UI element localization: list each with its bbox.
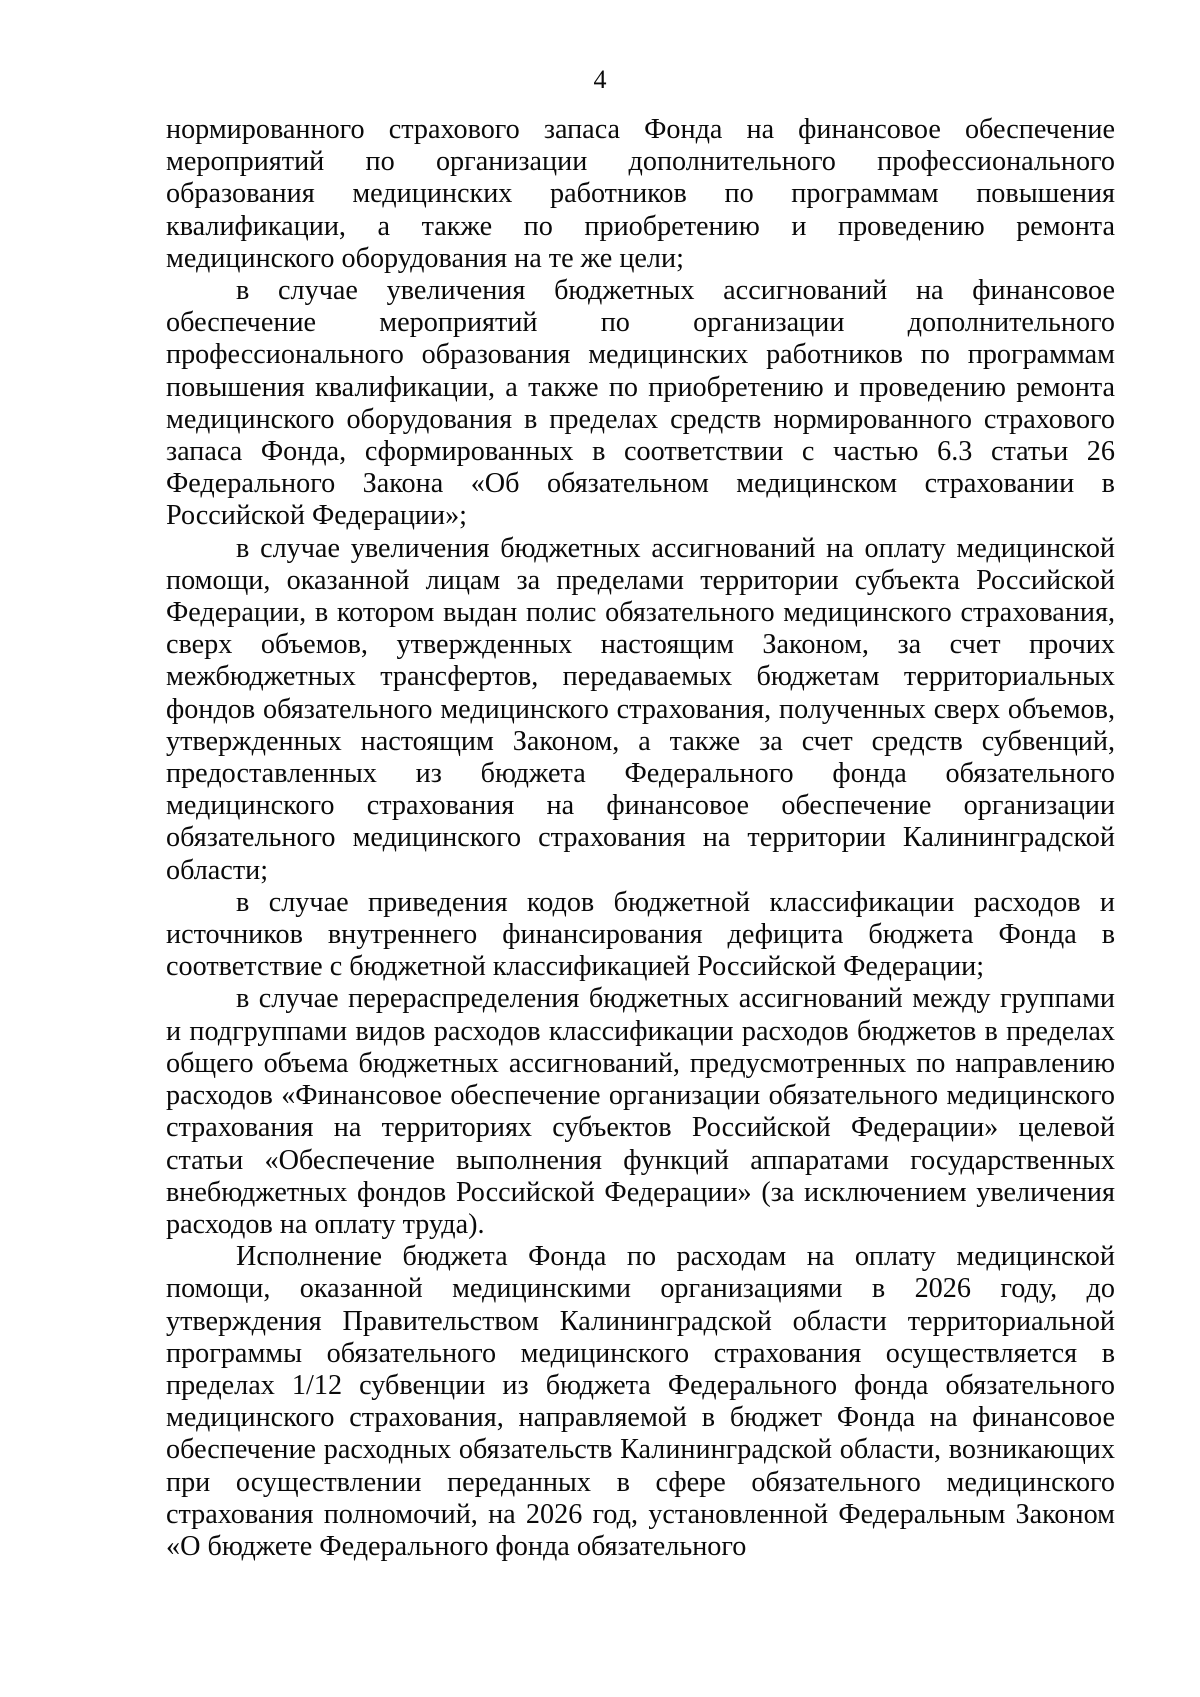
paragraph-continuation: нормированного страхового запаса Фонда на финансовое обеспечение мероприятий по организации дополнительного профессионального образования медицинских работников по программам повышения квалификации, а также по приобретению и проведению ремонта медицинского оборудования на те же цели; [166, 114, 1115, 274]
paragraph-reallocation: в случае перераспределения бюджетных ассигнований между группами и подгруппами видов расходов классификации расходов бюджетов в пределах общего объема бюджетных ассигнований, предусмотренных по направлению расходов «Финансовое обеспечение организации обязательного медицинского страхования на территориях субъектов Российской Федерации» целевой статьи «Обеспечение выполнения функций аппаратами государственных внебюджетных фондов Российской Федерации» (за исключением увеличения расходов на оплату труда). [166, 983, 1115, 1240]
paragraph-budget-codes: в случае приведения кодов бюджетной классификации расходов и источников внутреннего финансирования дефицита бюджета Фонда в соответствие с бюджетной классификацией Российской Федерации; [166, 886, 1115, 983]
paragraph-medical-care-increase: в случае увеличения бюджетных ассигнований на оплату медицинской помощи, оказанной лицам за пределами территории субъекта Российской Федерации, в котором выдан полис обязательного медицинского страхования, сверх объемов, утвержденных настоящим Законом, за счет прочих межбюджетных трансфертов, передаваемых бюджетам территориальных фондов обязательного медицинского страхования, полученных сверх объемов, утвержденных настоящим Законом, а также за счет средств субвенций, предоставленных из бюджета Федерального фонда обязательного медицинского страхования на финансовое обеспечение организации обязательного медицинского страхования на территории Калининградской области; [166, 532, 1115, 886]
paragraph-reserve-increase: в случае увеличения бюджетных ассигнований на финансовое обеспечение мероприятий по организации дополнительного профессионального образования медицинских работников по программам повышения квалификации, а также по приобретению и проведению ремонта медицинского оборудования в пределах средств нормированного страхового запаса Фонда, сформированных в соответствии с частью 6.3 статьи 26 Федерального Закона «Об обязательном медицинском страховании в Российской Федерации»; [166, 275, 1115, 532]
document-body [166, 114, 1115, 1563]
page-number: 4 [593, 65, 607, 94]
paragraph-budget-execution: Исполнение бюджета Фонда по расходам на оплату медицинской помощи, оказанной медицинскими организациями в 2026 году, до утверждения Правительством Калининградской области территориальной программы обязательного медицинского страхования осуществляется в пределах 1/12 субвенции из бюджета Федерального фонда обязательного медицинского страхования, направляемой в бюджет Фонда на финансовое обеспечение расходных обязательств Калининградской области, возникающих при осуществлении переданных в сфере обязательного медицинского страхования полномочий, на 2026 год, установленной Федеральным Законом «О бюджете Федерального фонда обязательного [166, 1241, 1115, 1562]
